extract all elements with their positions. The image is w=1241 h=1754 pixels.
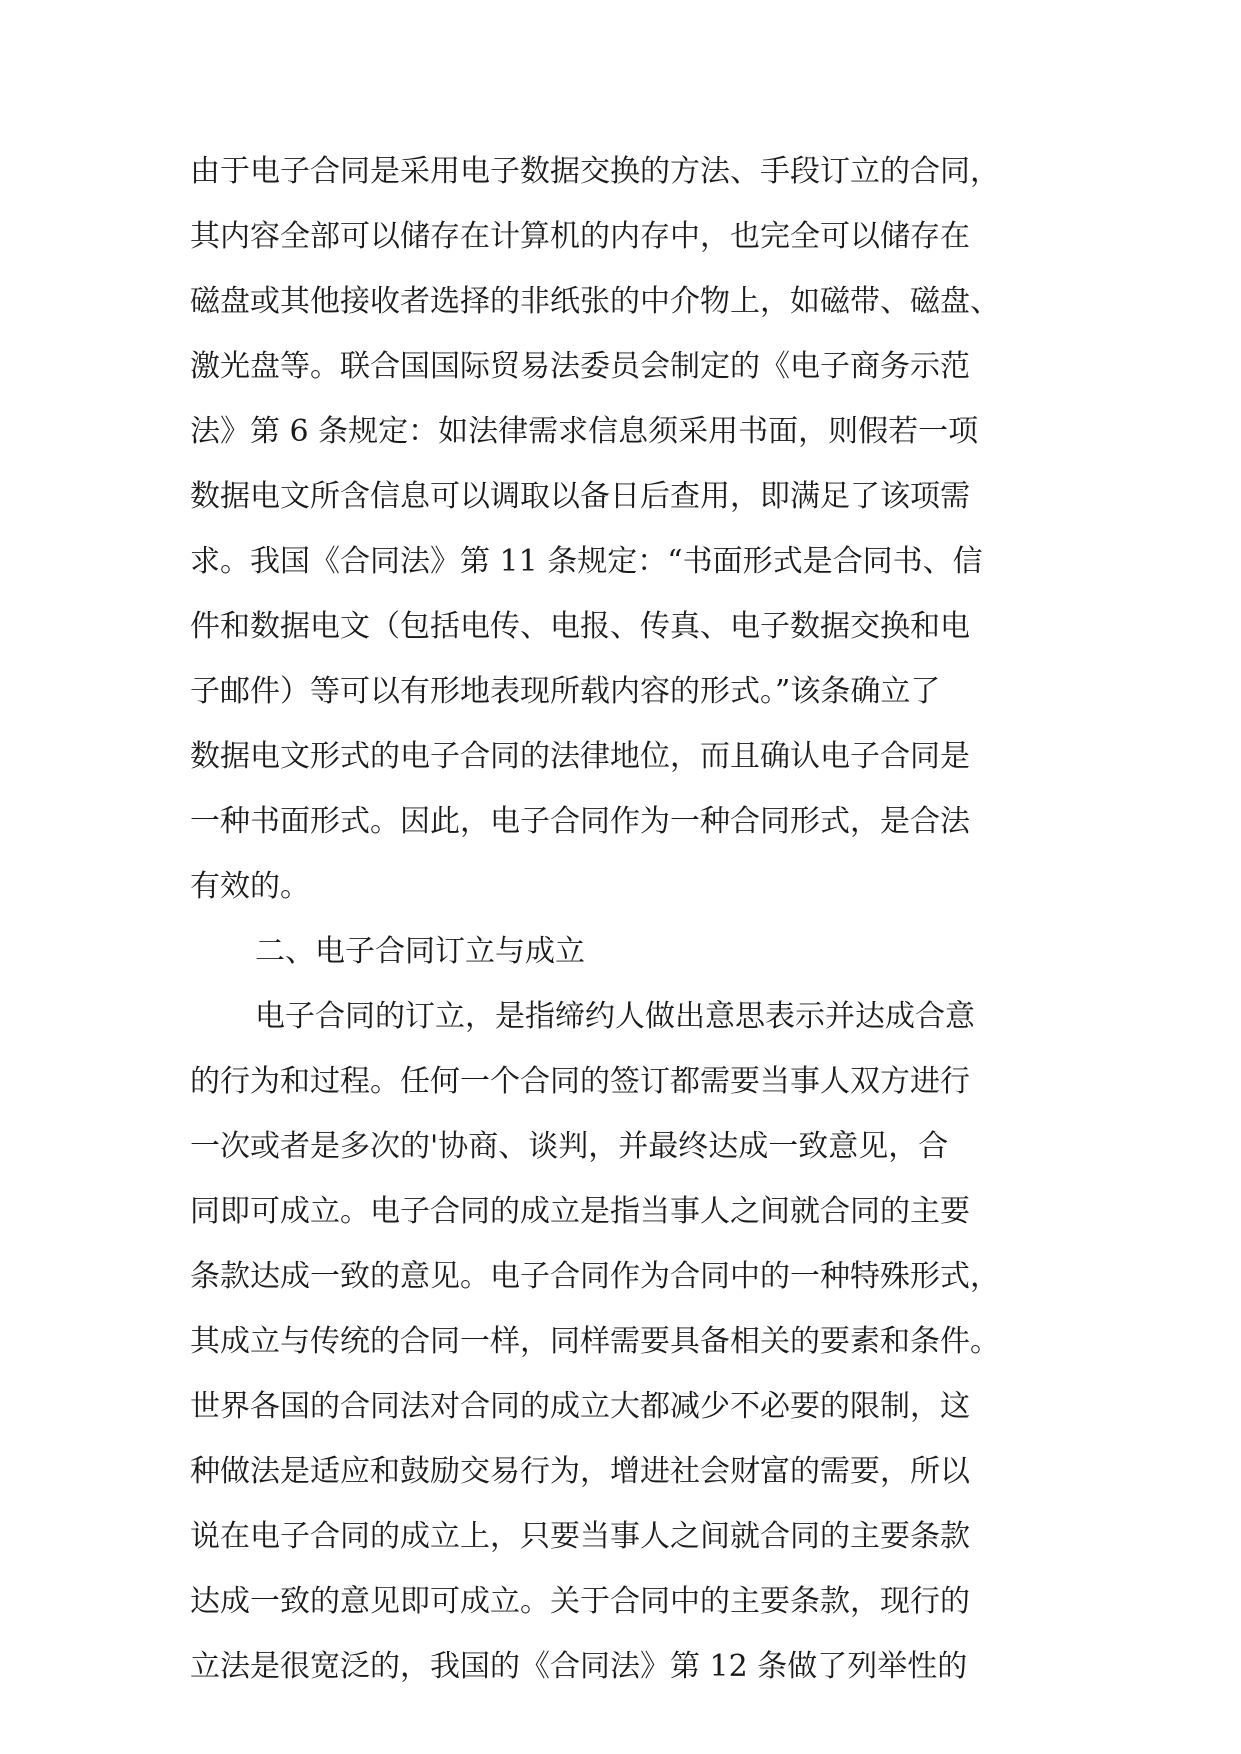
- section-heading: 二、电子合同订立与成立: [255, 934, 585, 969]
- body-text-line: 的行为和过程。任何一个合同的签订都需要当事人双方进行: [190, 1064, 970, 1099]
- body-text-line: 求。我国《合同法》第 11 条规定：“书面形式是合同书、信: [190, 544, 983, 579]
- body-text-line: 磁盘或其他接收者选择的非纸张的中介物上，如磁带、磁盘、: [190, 284, 1000, 319]
- body-text-line: 有效的。: [190, 869, 310, 904]
- body-text-line: 立法是很宽泛的，我国的《合同法》第 12 条做了列举性的: [190, 1649, 968, 1684]
- body-text-line: 一种书面形式。因此，电子合同作为一种合同形式，是合法: [190, 804, 970, 839]
- body-text-line: 一次或者是多次的'协商、谈判，并最终达成一致意见，合: [190, 1129, 949, 1164]
- body-text-line: 件和数据电文（包括电传、电报、传真、电子数据交换和电: [190, 609, 970, 644]
- body-text-line: 世界各国的合同法对合同的成立大都减少不必要的限制，这: [190, 1389, 970, 1424]
- body-text-line: 其成立与传统的合同一样，同样需要具备相关的要素和条件。: [190, 1324, 1000, 1359]
- body-text-line: 法》第 6 条规定：如法律需求信息须采用书面，则假若一项: [190, 414, 979, 449]
- body-text-line: 子邮件）等可以有形地表现所载内容的形式。”该条确立了: [190, 674, 941, 709]
- body-text-line: 说在电子合同的成立上，只要当事人之间就合同的主要条款: [190, 1519, 970, 1554]
- body-text-line: 条款达成一致的意见。电子合同作为合同中的一种特殊形式，: [190, 1259, 1000, 1294]
- body-text-line: 其内容全部可以储存在计算机的内存中，也完全可以储存在: [190, 219, 970, 254]
- body-text-line: 电子合同的订立，是指缔约人做出意思表示并达成合意: [255, 999, 975, 1034]
- body-text-line: 数据电文形式的电子合同的法律地位，而且确认电子合同是: [190, 739, 970, 774]
- body-text-line: 数据电文所含信息可以调取以备日后查用，即满足了该项需: [190, 479, 970, 514]
- body-text-line: 种做法是适应和鼓励交易行为，增进社会财富的需要，所以: [190, 1454, 970, 1489]
- body-text-line: 同即可成立。电子合同的成立是指当事人之间就合同的主要: [190, 1194, 970, 1229]
- body-text-line: 由于电子合同是采用电子数据交换的方法、手段订立的合同，: [190, 154, 1000, 189]
- body-text-line: 激光盘等。联合国国际贸易法委员会制定的《电子商务示范: [190, 349, 970, 384]
- body-text-line: 达成一致的意见即可成立。关于合同中的主要条款，现行的: [190, 1584, 970, 1619]
